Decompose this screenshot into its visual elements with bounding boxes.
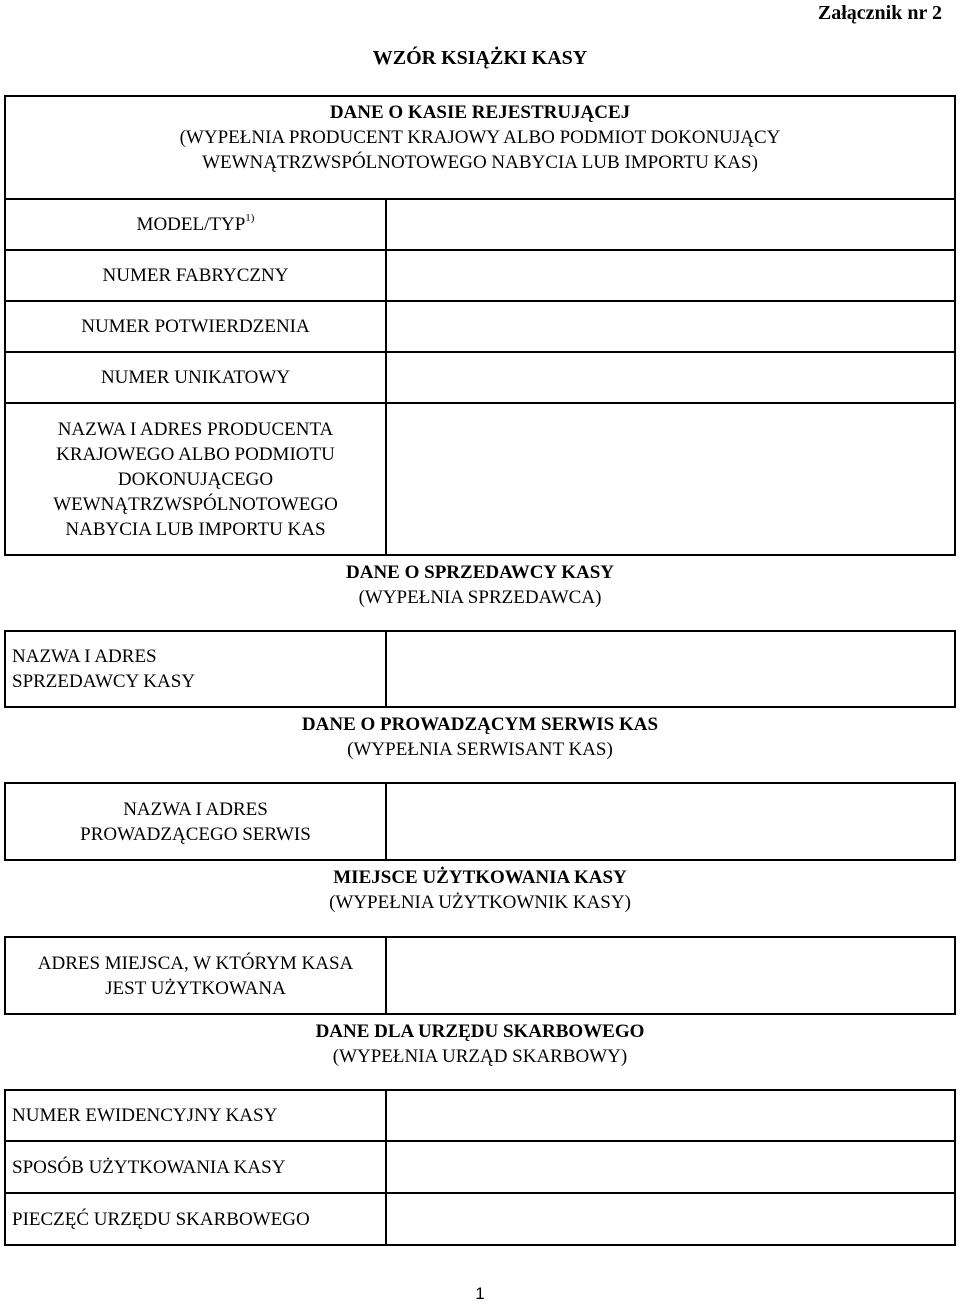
service-field[interactable] xyxy=(386,783,955,860)
confirmation-label: NUMER POTWIERDZENIA xyxy=(5,301,386,352)
seller-field[interactable] xyxy=(386,631,955,707)
usage-address-label: ADRES MIEJSCA, W KTÓRYM KASA JEST UŻYTKOWANA xyxy=(5,937,386,1014)
service-label: NAZWA I ADRES PROWADZĄCEGO SERWIS xyxy=(5,783,386,860)
usage-mode-field[interactable] xyxy=(386,1141,955,1193)
page-number: 1 xyxy=(475,1284,485,1303)
tax-office-section-header xyxy=(5,1014,955,1090)
service-subheading: (WYPEŁNIA SERWISANT KAS) xyxy=(347,739,613,760)
seller-heading: DANE O SPRZEDAWCY KASY xyxy=(346,562,614,583)
model-row xyxy=(5,199,955,250)
footnote-marker: 1) xyxy=(245,212,255,224)
confirmation-row xyxy=(5,301,955,352)
usage-section-header xyxy=(5,860,955,937)
register-heading: DANE O KASIE REJESTRUJĄCEJ xyxy=(329,102,631,123)
service-row xyxy=(5,783,955,860)
service-heading: DANE O PROWADZĄCYM SERWIS KAS xyxy=(301,714,659,735)
seller-section-header xyxy=(5,555,955,631)
register-subheading-line2: WEWNĄTRZWSPÓLNOTOWEGO NABYCIA LUB IMPORTU KAS) xyxy=(202,152,758,173)
usage-subheading: (WYPEŁNIA UŻYTKOWNIK KASY) xyxy=(329,892,631,913)
unique-row xyxy=(5,352,955,403)
producer-field[interactable] xyxy=(386,403,955,555)
seller-row xyxy=(5,631,955,707)
tax-office-heading: DANE DLA URZĘDU SKARBOWEGO xyxy=(315,1021,645,1042)
confirmation-field[interactable] xyxy=(386,301,955,352)
register-subheading-line1: (WYPEŁNIA PRODUCENT KRAJOWY ALBO PODMIOT DOKONUJĄCY xyxy=(179,127,781,148)
register-section-header xyxy=(5,96,955,199)
stamp-row xyxy=(5,1193,955,1245)
usage-heading: MIEJSCE UŻYTKOWANIA KASY xyxy=(333,867,627,888)
model-label: MODEL/TYP$^{1)}$ xyxy=(5,199,386,250)
serial-field[interactable] xyxy=(386,250,955,301)
cash-register-book-form xyxy=(4,95,956,1246)
model-field[interactable] xyxy=(386,199,955,250)
registry-field[interactable] xyxy=(386,1090,955,1141)
usage-mode-row xyxy=(5,1141,955,1193)
usage-mode-label: SPOSÓB UŻYTKOWANIA KASY xyxy=(5,1141,386,1193)
serial-row xyxy=(5,250,955,301)
document-title: WZÓR KSIĄŻKI KASY xyxy=(372,47,588,69)
registry-label: NUMER EWIDENCYJNY KASY xyxy=(5,1090,386,1141)
unique-label: NUMER UNIKATOWY xyxy=(5,352,386,403)
serial-label: NUMER FABRYCZNY xyxy=(5,250,386,301)
usage-address-row xyxy=(5,937,955,1014)
usage-address-field[interactable] xyxy=(386,937,955,1014)
stamp-label: PIECZĘĆ URZĘDU SKARBOWEGO xyxy=(5,1193,386,1245)
seller-label: NAZWA I ADRES SPRZEDAWCY KASY xyxy=(5,631,386,707)
stamp-field[interactable] xyxy=(386,1193,955,1245)
service-section-header xyxy=(5,707,955,783)
annex-label: Załącznik nr 2 xyxy=(817,2,942,24)
seller-subheading: (WYPEŁNIA SPRZEDAWCA) xyxy=(358,587,602,608)
unique-field[interactable] xyxy=(386,352,955,403)
tax-office-subheading: (WYPEŁNIA URZĄD SKARBOWY) xyxy=(332,1046,628,1067)
producer-row xyxy=(5,403,955,555)
producer-label: NAZWA I ADRES PRODUCENTA KRAJOWEGO ALBO PODMIOTU DOKONUJĄCEGO WEWNĄTRZWSPÓLNOTOWEGO NABYCIA LUB IMPORTU KAS xyxy=(5,403,386,555)
registry-row xyxy=(5,1090,955,1141)
